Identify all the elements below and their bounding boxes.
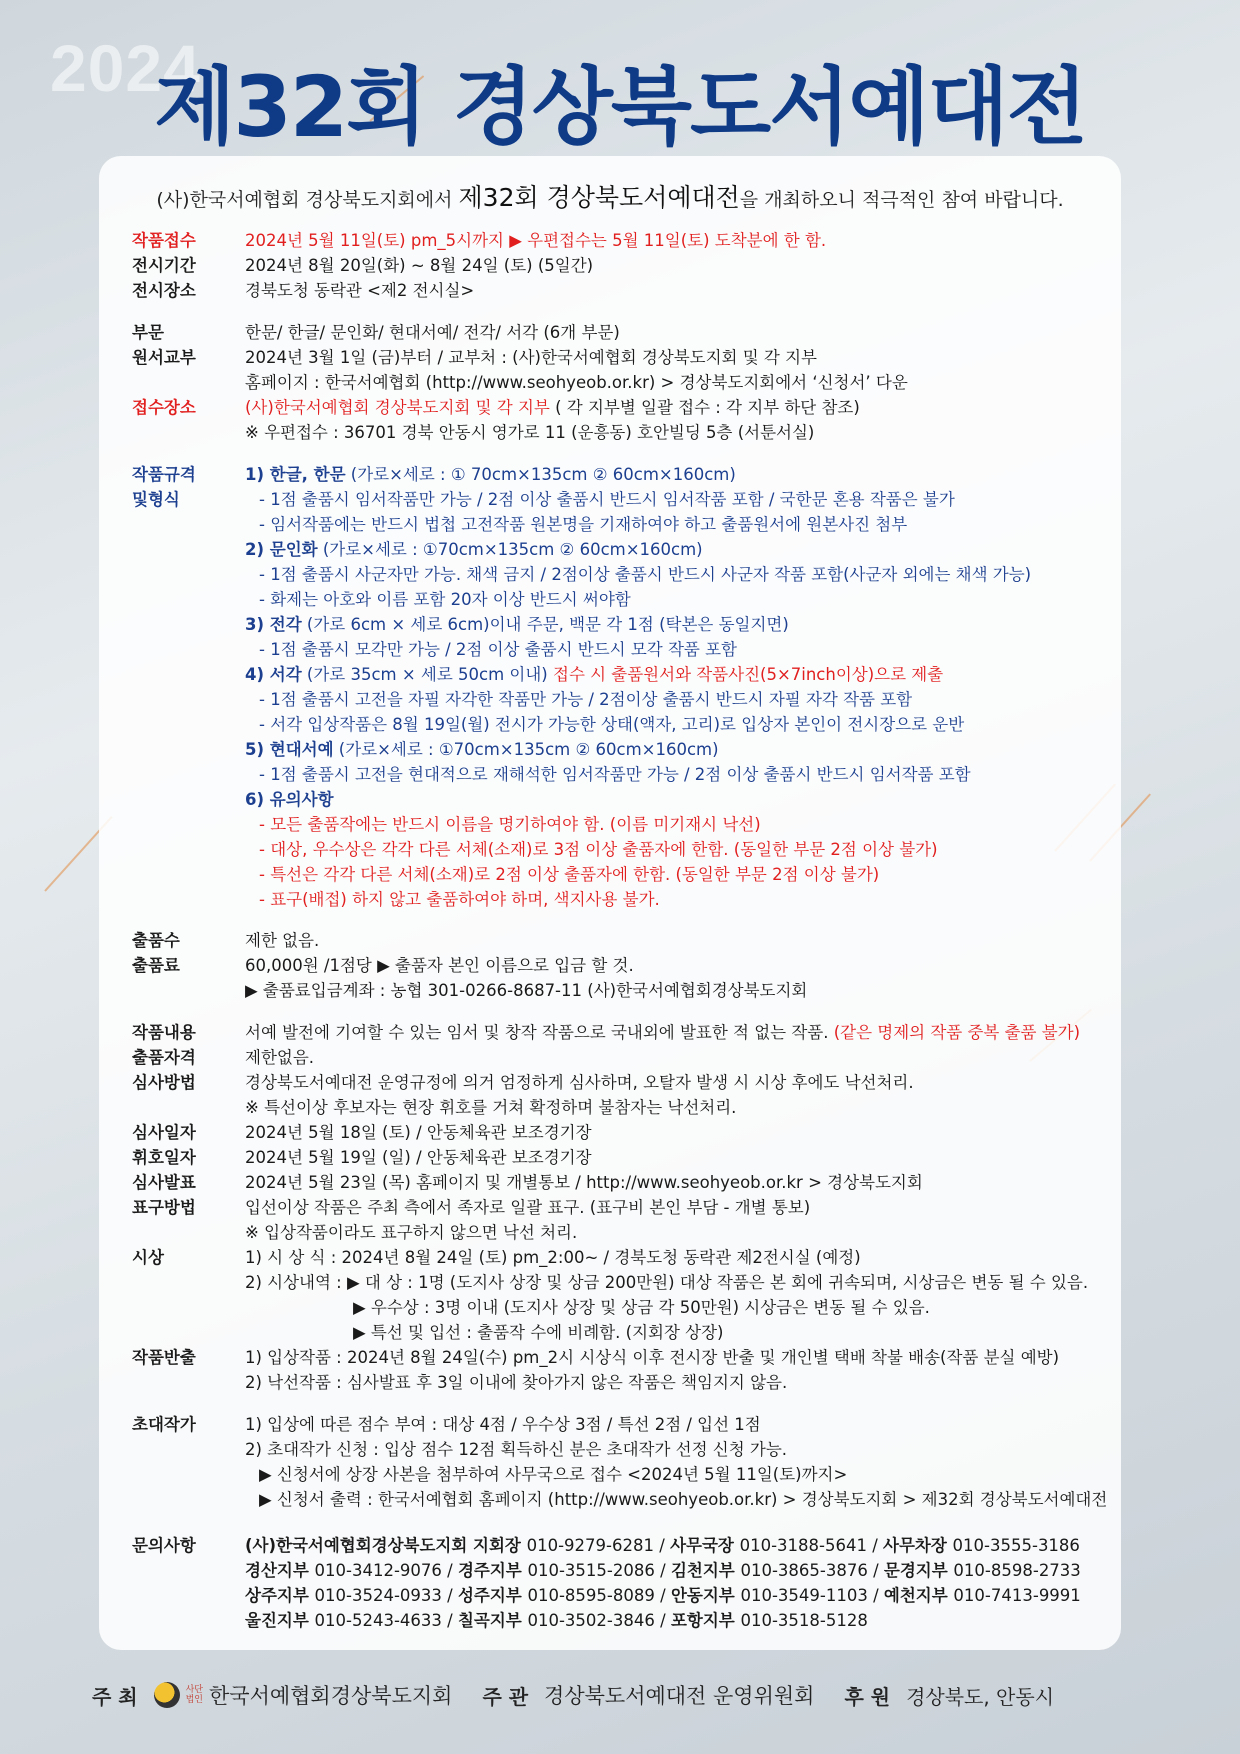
value-award-grand: 2) 시상내역 : ▶ 대 상 : 1명 (도지사 상장 및 상금 200만원) 대상 작품은 본 회에 귀속되며, 시상금은 변동 될 수 있음. [245,1273,1089,1292]
contact-name: 칠곡지부 [457,1611,528,1630]
value-eligibility: 제한없음. [245,1048,315,1067]
contact-phone: 010-3502-3846 [527,1611,655,1630]
label-invited-artist: 초대작가 [132,1415,196,1434]
contact-phone: 010-3524-0933 [314,1586,442,1605]
value-judging-note: ※ 특선이상 후보자는 현장 휘호를 거쳐 확정하며 불참자는 낙선처리. [245,1098,737,1117]
contact-name: 문경지부 [883,1561,954,1580]
value-exhibition-period: 2024년 8월 20일(화) ~ 8월 24일 (토) (5일간) [245,256,594,275]
page-title: 제32회 경상북도서예대전 [154,58,1086,156]
contact-name: 경산지부 [245,1561,315,1580]
contact-name: 상주지부 [245,1586,315,1605]
value-judging-date: 2024년 5월 18일 (토) / 안동체육관 보조경기장 [245,1123,592,1142]
spec-seal-size: (가로 6cm × 세로 6cm)이내 주문, 백문 각 1점 (탁본은 동일지면) [301,615,789,634]
association-logo-icon [154,1682,180,1708]
value-receipt-place: (사)한국서예협회 경상북도지회 및 각 지부 [245,398,550,417]
value-category: 한문/ 한글/ 문인화/ 현대서예/ 전각/ 서각 (6개 부문) [245,323,620,342]
contact-phone: 010-3188-5641 [739,1536,867,1555]
contact-phone: 010-3555-3186 [952,1536,1080,1555]
value-announcement: 2024년 5월 23일 (목) 홈페이지 및 개별통보 / http://www.seohyeob.or.kr > 경상북도지회 [245,1173,923,1192]
spec-section [132,462,1122,912]
label-category: 부문 [132,323,164,342]
contact-phone: 010-7413-9991 [953,1586,1081,1605]
intro-title: 제32회 경상북도서예대전 [458,183,740,212]
value-framing-note: ※ 입상작품이라도 표구하지 않으면 낙선 처리. [245,1223,578,1242]
value-award-excellence: ▶ 우수상 : 3명 이내 (도지사 상장 및 상금 각 50만원) 시상금은 변동 될 수 있음. [353,1298,930,1317]
label-framing: 표구방법 [132,1198,196,1217]
contact-phone: 010-8595-8089 [527,1586,655,1605]
spec-carving-heading: 4) 서각 [245,665,302,684]
label-work-content: 작품내용 [132,1023,196,1042]
spec-munin-size: (가로×세로 : ①70cm×135cm ② 60cm×160cm) [317,540,703,559]
sponsor-name: 경상북도, 안동시 [906,1684,1055,1709]
contact-name: 사무차장 [883,1536,953,1555]
label-judging-date: 심사일자 [132,1123,196,1142]
value-judging-method: 경상북도서예대전 운영규정에 의거 엄정하게 심사하며, 오탈자 발생 시 시상 후에도 낙선처리. [245,1073,914,1092]
spec-modern-heading: 5) 현대서예 [245,740,334,759]
label-form-distribution: 원서교부 [132,348,196,367]
contact-separator: / [654,1561,671,1580]
sponsor-label: 후 원 [844,1684,891,1709]
value-brush-date: 2024년 5월 19일 (일) / 안동체육관 보조경기장 [245,1148,592,1167]
value-homepage: 홈페이지 : 한국서예협회 (http://www.seohyeob.or.kr) > 경상북도지회에서 ‘신청서’ 다운 [245,373,908,392]
label-eligibility: 출품자격 [132,1048,196,1067]
value-bank-account: ▶ 출품료입금계좌 : 농협 301-0266-8687-11 (사)한국서예협회경상북도지회 [245,981,808,1000]
value-framing: 입선이상 작품은 주최 측에서 족자로 일괄 표구. (표구비 본인 부담 - 개별 통보) [245,1198,811,1217]
intro-post: 을 개최하오니 적극적인 참여 바랍니다. [739,189,1064,211]
value-submission: 2024년 5월 11일(토) pm_5시까지 ▶ 우편접수는 5월 11일(토) 도착분에 한 함. [245,231,827,250]
value-work-return-2: 2) 낙선작품 : 심사발표 후 3일 이내에 찾아가지 않은 작품은 책임지지 않음. [245,1373,788,1392]
spec-munin-rule1: - 1점 출품시 사군자만 가능. 채색 금지 / 2점이상 출품시 반드시 사군자 작품 포함(사군자 외에는 채색 가능) [259,565,1032,584]
contact-phone: 010-9279-6281 [526,1536,654,1555]
contact-name: 울진지부 [245,1611,315,1630]
schedule-section [132,228,1122,303]
value-invited-3: ▶ 신청서에 상장 사본을 첨부하여 사무국으로 접수 <2024년 5월 11일(토)까지> [259,1465,848,1484]
spec-carving-rule2: - 서각 입상작품은 8월 19일(월) 전시가 가능한 상태(액자, 고리)로 입상자 본인이 전시장으로 운반 [259,715,965,734]
contact-name: 경주지부 [457,1561,528,1580]
contact-phone: 010-3865-3876 [740,1561,868,1580]
contact-name: 포항지부 [670,1611,741,1630]
contact-phone: 010-3412-9076 [314,1561,442,1580]
spec-modern-size: (가로×세로 : ①70cm×135cm ② 60cm×160cm) [333,740,719,759]
host-name: 한국서예협회경상북도지회 [209,1684,453,1708]
invited-artist-section [132,1412,1122,1512]
organizer-name: 경상북도서예대전 운영위원회 [544,1684,815,1708]
value-award-special: ▶ 특선 및 입선 : 출품작 수에 비례함. (지회장 상장) [353,1323,724,1342]
value-invited-2: 2) 초대작가 신청 : 입상 점수 12점 획득하신 분은 초대작가 선정 신청 가능. [245,1440,788,1459]
contact-separator: / [441,1561,458,1580]
label-entry-count: 출품수 [132,931,180,950]
spec-notice-1: - 모든 출품작에는 반드시 이름을 명기하여야 함. (이름 미기재시 낙선) [259,815,761,834]
contact-separator: / [867,1586,884,1605]
spec-notice-4: - 표구(배접) 하지 않고 출품하여야 하며, 색지사용 불가. [259,890,660,909]
spec-carving-size: (가로 35cm × 세로 50cm 이내) [301,665,553,684]
spec-carving-rule1: - 1점 출품시 고전을 자필 자각한 작품만 가능 / 2점이상 출품시 반드시 자필 자각 작품 포함 [259,690,913,709]
intro-pre: (사)한국서예협회 경상북도지회에서 [156,189,459,211]
contact-separator: / [654,1586,671,1605]
contact-separator: / [866,1536,884,1555]
fee-section [132,928,1122,1003]
contact-separator: / [654,1536,671,1555]
spec-modern-rule1: - 1점 출품시 고전을 현대적으로 재해석한 임서작품만 가능 / 2점 이상 출품시 반드시 임서작품 포함 [259,765,971,784]
contact-row-1 [245,1533,1122,1558]
value-work-content: 서예 발전에 기여할 수 있는 임서 및 창작 작품으로 국내외에 발표한 적 없는 작품. [245,1023,834,1042]
contact-name: 성주지부 [457,1586,528,1605]
contact-row-2 [245,1558,1122,1583]
spec-munin-heading: 2) 문인화 [245,540,318,559]
corp-top: 사단 [185,1685,203,1695]
label-receipt-place: 접수장소 [132,398,196,417]
value-award-ceremony: 1) 시 상 식 : 2024년 8월 24일 (토) pm_2:00~ / 경북도청 동락관 제2전시실 (예정) [245,1248,861,1267]
spec-hanja-heading: 1) 한글, 한문 [245,465,346,484]
spec-notice-heading: 6) 유의사항 [245,790,334,809]
value-postal-address: ※ 우편접수 : 36701 경북 안동시 영가로 11 (운흥동) 호안빌딩 5층 (서툰서실) [245,423,815,442]
label-format: 및형식 [132,490,180,509]
spec-carving-note: 접수 시 출품원서와 작품사진(5×7inch이상)으로 제출 [553,665,944,684]
spec-notice-3: - 특선은 각각 다른 서체(소재)로 2점 이상 출품자에 한함. (동일한 부문 2점 이상 불가) [259,865,880,884]
contact-name: 예천지부 [883,1586,954,1605]
contact-section [132,1533,1122,1633]
application-section [132,320,1122,445]
label-work-return: 작품반출 [132,1348,196,1367]
value-receipt-note: ( 각 지부별 일괄 접수 : 각 지부 하단 참조) [549,398,860,417]
value-work-return-1: 1) 입상작품 : 2024년 8월 24일(수) pm_2시 시상식 이후 전시장 반출 및 개인별 택배 착불 배송(작품 분실 예방) [245,1348,1060,1367]
spec-seal-heading: 3) 전각 [245,615,302,634]
contact-row-3 [245,1583,1122,1608]
contact-name: 김천지부 [670,1561,741,1580]
spec-seal-rule1: - 1점 출품시 모각만 가능 / 2점 이상 출품시 반드시 모각 작품 포함 [259,640,737,659]
value-exhibition-venue: 경북도청 동락관 <제2 전시실> [245,281,475,300]
label-brush-date: 휘호일자 [132,1148,196,1167]
label-exhibition-period: 전시기간 [132,256,196,275]
spec-notice-2: - 대상, 우수상은 각각 다른 서체(소재)로 3점 이상 출품자에 한함. (동일한 부문 2점 이상 불가) [259,840,938,859]
contact-name: (사)한국서예협회경상북도지회 지회장 [245,1536,527,1555]
contact-name: 안동지부 [670,1586,741,1605]
value-form-distribution: 2024년 3월 1일 (금)부터 / 교부처 : (사)한국서예협회 경상북도지회 및 각 지부 [245,348,817,367]
footer [92,1680,1152,1710]
label-submission: 작품접수 [132,231,196,250]
contact-separator: / [867,1561,884,1580]
contact-separator: / [441,1611,458,1630]
corp-bottom: 법인 [185,1695,203,1705]
organizer-label: 주 관 [482,1684,529,1709]
info-section [132,1020,1122,1395]
contact-phone: 010-8598-2733 [953,1561,1081,1580]
contact-phone: 010-3549-1103 [740,1586,868,1605]
value-invited-4: ▶ 신청서 출력 : 한국서예협회 홈페이지 (http://www.seohyeob.or.kr) > 경상북도지회 > 제32회 경상북도서예대전 [259,1490,1108,1509]
value-invited-1: 1) 입상에 따른 점수 부여 : 대상 4점 / 우수상 3점 / 특선 2점 / 입선 1점 [245,1415,761,1434]
corporation-mark [186,1685,203,1705]
contact-separator: / [441,1586,458,1605]
label-announcement: 심사발표 [132,1173,196,1192]
label-judging-method: 심사방법 [132,1073,196,1092]
label-contact: 문의사항 [132,1536,196,1555]
contact-name: 사무국장 [670,1536,740,1555]
spec-hanja-rule2: - 임서작품에는 반드시 법첩 고전작품 원본명을 기재하여야 하고 출품원서에 원본사진 첨부 [259,515,908,534]
value-work-content-note: (같은 명제의 작품 중복 출품 불가) [833,1023,1081,1042]
contact-phone: 010-3518-5128 [740,1611,868,1630]
intro-text [99,178,1121,214]
contact-phone: 010-3515-2086 [527,1561,655,1580]
contact-row-4 [245,1608,1122,1633]
contact-phone: 010-5243-4633 [314,1611,442,1630]
label-award: 시상 [132,1248,164,1267]
label-spec: 작품규격 [132,465,196,484]
host-label: 주 최 [92,1684,138,1709]
spec-hanja-rule1: - 1점 출품시 임서작품만 가능 / 2점 이상 출품시 반드시 임서작품 포함 / 국한문 혼용 작품은 불가 [259,490,955,509]
value-entry-count: 제한 없음. [245,931,320,950]
background-year: 2024 [50,31,201,105]
spec-munin-rule2: - 화제는 아호와 이름 포함 20자 이상 반드시 써야함 [259,590,631,609]
label-exhibition-venue: 전시장소 [132,281,196,300]
label-entry-fee: 출품료 [132,956,180,975]
contact-separator: / [654,1611,671,1630]
spec-hanja-size: (가로×세로 : ① 70cm×135cm ② 60cm×160cm) [345,465,736,484]
value-entry-fee: 60,000원 /1점당 ▶ 출품자 본인 이름으로 입금 할 것. [245,956,634,975]
